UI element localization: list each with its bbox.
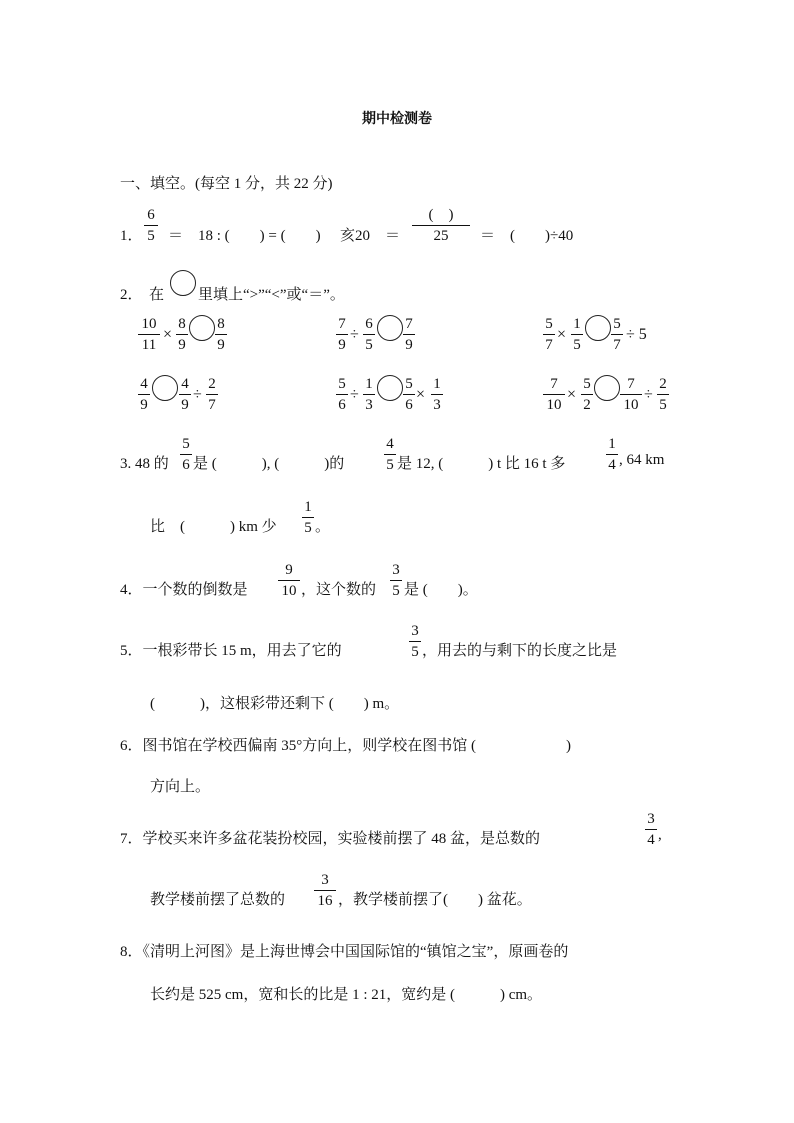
- operator: ÷ 5: [626, 326, 647, 343]
- answer-circle[interactable]: [594, 375, 620, 401]
- fraction: 7 10: [543, 377, 565, 413]
- q2-instruction: 里填上“>”“<”或“＝”。: [198, 287, 345, 303]
- operator: ÷: [350, 326, 359, 343]
- q5-text-c: ( )，这根彩带还剩下 ( ) m。: [150, 696, 400, 712]
- fraction: 7 10: [620, 377, 642, 413]
- answer-circle[interactable]: [189, 315, 215, 341]
- q3-text-e: 比 ( ) km 少: [150, 519, 277, 535]
- fraction: 5 7: [611, 317, 623, 353]
- q2-number: 2．: [120, 287, 143, 303]
- answer-circle[interactable]: [170, 270, 196, 296]
- q4-text-c: 是 ( )。: [404, 582, 478, 598]
- fraction: 5 2: [581, 377, 593, 413]
- q7-text-c: 教学楼前摆了总数的: [150, 892, 286, 908]
- q1-fraction-a: 6 5: [144, 208, 158, 244]
- q6-text-b: 方向上。: [150, 779, 211, 795]
- fraction: 5 6: [336, 377, 348, 413]
- fraction: 1 3: [431, 377, 443, 413]
- q7-text-a: 7．学校买来许多盆花装扮校园，实验楼前摆了 48 盆，是总数的: [120, 831, 541, 847]
- fraction: 1 4: [606, 437, 618, 473]
- q8-text-b: 长约是 525 cm，宽和长的比是 1 : 21，宽约是 ( ) cm。: [150, 987, 543, 1003]
- fraction: 4 5: [384, 437, 396, 473]
- fraction: 4 9: [179, 377, 191, 413]
- fraction: 7 9: [336, 317, 348, 353]
- q5-text-b: ，用去的与剩下的长度之比是: [422, 643, 618, 659]
- fraction: 9 10: [278, 563, 300, 599]
- fraction: 2 7: [206, 377, 218, 413]
- operator: ×: [567, 386, 577, 403]
- q2-prefix: 在: [149, 287, 165, 303]
- operator: ×: [416, 386, 426, 403]
- q3-text-b: 是 ( ), ( )的: [193, 456, 345, 472]
- fraction: 6 5: [363, 317, 375, 353]
- answer-circle[interactable]: [377, 375, 403, 401]
- operator: ÷: [350, 386, 359, 403]
- q8-text-a: 8．《清明上河图》是上海世博会中国国际馆的“镇馆之宝”，原画卷的: [120, 944, 569, 960]
- q1-mid-expr: 亥20: [340, 228, 371, 244]
- q4-text-b: ，这个数的: [301, 582, 377, 598]
- q3-text-d: , 64 km: [619, 452, 665, 468]
- q1-fraction-b: ( ) 25: [412, 208, 470, 244]
- fraction: 3 5: [409, 624, 421, 660]
- q1-number: 1．: [120, 228, 143, 244]
- fraction: 2 5: [657, 377, 669, 413]
- operator: ÷: [193, 386, 202, 403]
- fraction: 4 9: [138, 377, 150, 413]
- q3-text-c: 是 12, ( ) t 比 16 t 多: [397, 456, 566, 472]
- q6-text-a: 6．图书馆在学校西偏南 35°方向上，则学校在图书馆 ( ): [120, 738, 571, 754]
- q1-div-expr: ＝ ( )÷40: [480, 228, 574, 244]
- answer-circle[interactable]: [377, 315, 403, 341]
- operator: ÷: [644, 386, 653, 403]
- operator: ×: [163, 326, 173, 343]
- answer-circle[interactable]: [152, 375, 178, 401]
- q3-text-a: 3. 48 的: [120, 456, 169, 472]
- fraction: 3 16: [314, 873, 336, 909]
- answer-circle[interactable]: [585, 315, 611, 341]
- fraction: 3 4: [645, 812, 657, 848]
- page-title: 期中检测卷: [362, 112, 432, 127]
- fraction: 1 5: [571, 317, 583, 353]
- fraction: 8 9: [215, 317, 227, 353]
- fraction: 5 7: [543, 317, 555, 353]
- fraction: 8 9: [176, 317, 188, 353]
- fraction: 5 6: [403, 377, 415, 413]
- q4-text-a: 4．一个数的倒数是: [120, 582, 248, 598]
- q3-text-f: 。: [315, 519, 331, 535]
- q7-text-d: ，教学楼前摆了( ) 盆花。: [338, 892, 532, 908]
- q5-text-a: 5．一根彩带长 15 m，用去了它的: [120, 643, 342, 659]
- fraction: 1 3: [363, 377, 375, 413]
- fraction: 1 5: [302, 500, 314, 536]
- fraction: 10 11: [138, 317, 160, 353]
- q1-ratio-expr: ＝ 18 : ( ) = ( ): [168, 228, 321, 244]
- section-heading: 一、填空。(每空 1 分，共 22 分): [120, 176, 333, 192]
- q1-equals: ＝: [385, 228, 401, 244]
- fraction: 5 6: [180, 437, 192, 473]
- q7-text-b: ,: [658, 827, 662, 843]
- operator: ×: [557, 326, 567, 343]
- fraction: 7 9: [403, 317, 415, 353]
- fraction: 3 5: [390, 563, 402, 599]
